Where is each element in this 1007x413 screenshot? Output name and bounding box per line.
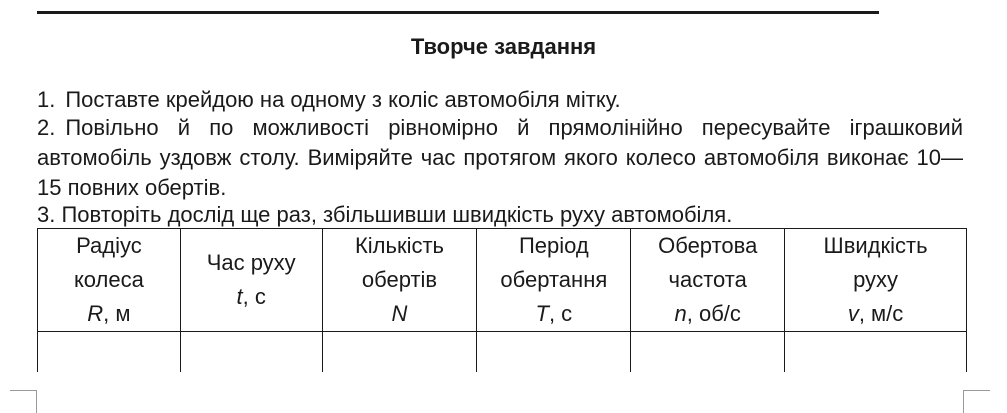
header-symbol: N (391, 301, 408, 326)
header-symbol: R (87, 301, 104, 326)
header-symbol: t (236, 284, 243, 309)
header-line: руху (853, 267, 899, 292)
header-unit-line (38, 297, 180, 331)
header-unit: , м/с (858, 301, 904, 326)
header-line: Період (518, 233, 589, 258)
table-cell[interactable] (631, 332, 785, 373)
header-line: Швидкість (823, 233, 928, 258)
page-corner-mark-left (10, 390, 37, 413)
header-unit-line (181, 280, 322, 314)
table-row (38, 332, 967, 373)
task-item-2 (37, 113, 963, 203)
header-line: Обертова (658, 233, 758, 258)
header-unit-line (785, 297, 966, 331)
header-line: Час руху (206, 250, 296, 275)
header-speed (785, 229, 967, 332)
header-unit: , с (242, 284, 266, 309)
task-number: 2. (37, 115, 56, 140)
table-cell[interactable] (785, 332, 967, 373)
header-symbol: v (847, 301, 859, 326)
page-title: Творче завдання (410, 34, 597, 59)
header-unit-line (323, 297, 477, 331)
top-divider-line (37, 11, 879, 14)
page-corner-mark-right (963, 390, 990, 413)
table-cell[interactable] (38, 332, 181, 373)
header-unit: , об/с (686, 301, 741, 326)
header-time (180, 229, 322, 332)
table-cell[interactable] (180, 332, 322, 373)
header-line: частота (668, 267, 747, 292)
header-line: колеса (73, 267, 144, 292)
measurement-table (37, 228, 967, 372)
task-item-3 (37, 200, 963, 230)
header-unit: , с (548, 301, 573, 326)
header-period (477, 229, 631, 332)
header-frequency (631, 229, 785, 332)
header-symbol: T (535, 301, 549, 326)
table-header-row (38, 229, 967, 332)
task-item-1 (37, 85, 963, 115)
task-text: Повільно й по можливості рівномірно й прямолінійно пересувайте іграшковий автомобіль уздовж столу. Виміряйте час протягом якого колесо автомобіля виконає 10—15 повних обертів. (37, 115, 963, 200)
task-number: 3. (37, 202, 56, 227)
header-line: Радіус (76, 233, 142, 258)
header-line: обертів (361, 267, 438, 292)
header-radius (38, 229, 181, 332)
header-unit-line (477, 297, 630, 331)
header-revolutions (322, 229, 477, 332)
header-unit-line (631, 297, 784, 331)
header-symbol: n (674, 301, 687, 326)
header-line: обертання (500, 267, 608, 292)
task-text: Повторіть дослід ще раз, збільшивши швидкість руху автомобіля. (61, 202, 733, 227)
task-number: 1. (37, 87, 56, 112)
table-cell[interactable] (477, 332, 631, 373)
header-unit: , м (103, 301, 131, 326)
task-text: Поставте крейдою на одному з коліс автомобіля мітку. (65, 87, 621, 112)
header-line: Кількість (354, 233, 445, 258)
table-cell[interactable] (322, 332, 477, 373)
